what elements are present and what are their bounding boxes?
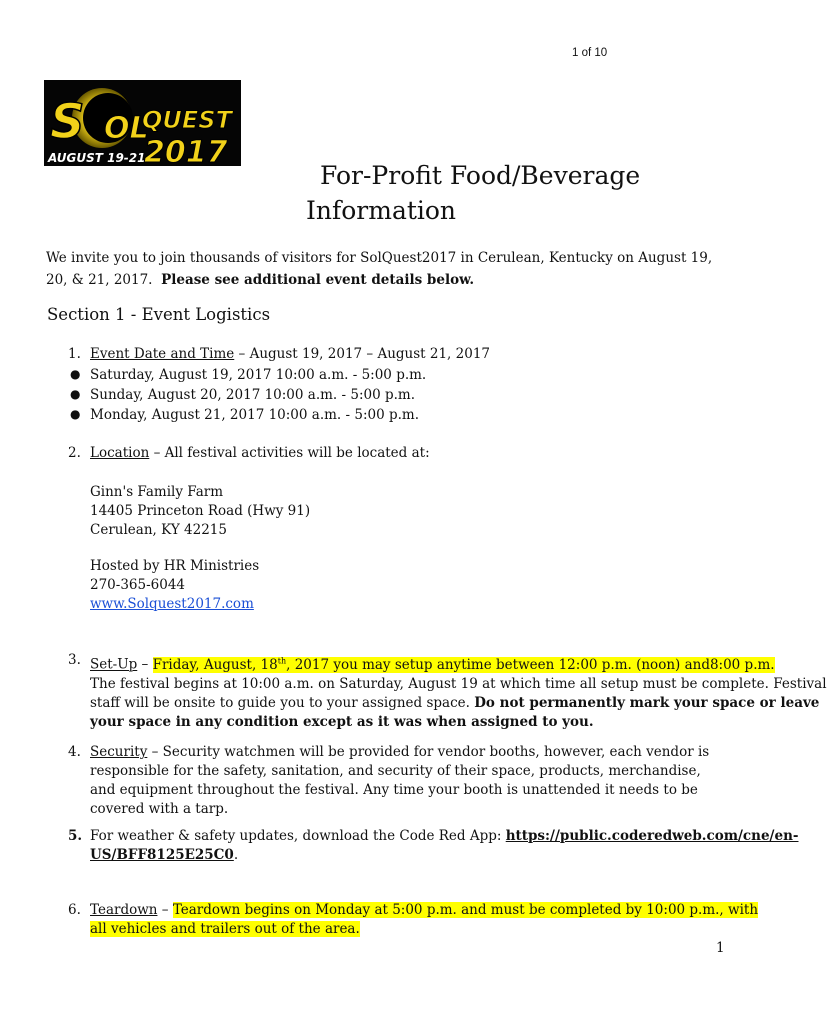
item-number: 5. — [68, 828, 83, 844]
item-number: 3. — [68, 652, 81, 668]
setup-date: Friday, August, 18 — [152, 656, 278, 673]
setup-highlight — [153, 657, 775, 673]
setup-date-suffix: th — [277, 656, 287, 665]
intro-text: We invite you to join thousands of visitors for SolQuest2017 in Cerulean, Kentucky on August 19, 20, & 21, 2017. — [46, 250, 713, 288]
monday-hours: Monday, August 21, 2017 10:00 a.m. - 5:00 p.m. — [90, 407, 419, 423]
host-info — [90, 557, 730, 614]
setup-bold-warning-2: your space in any condition except as it was when assigned to you. — [90, 713, 594, 730]
host-name: Hosted by HR Ministries — [90, 558, 260, 574]
logo-s-letter: S — [50, 94, 85, 150]
list-item-teardown — [68, 901, 759, 939]
list-item-security — [68, 743, 728, 819]
code-red-link[interactable]: https://public.coderedweb.com/cne/en- — [505, 828, 799, 844]
logo-year: 2017 — [144, 135, 228, 170]
page-title — [306, 158, 640, 228]
list-item-weather — [68, 827, 799, 865]
item-number: 2. — [68, 445, 81, 461]
intro-paragraph — [46, 247, 726, 291]
item-number: 1. — [68, 346, 81, 362]
host-phone: 270-365-6044 — [90, 577, 186, 593]
bullet-icon: ● — [70, 387, 81, 401]
intro-bold-note: Please see additional event details below. — [161, 272, 475, 288]
logo-quest-word: QUEST — [142, 106, 232, 134]
footer-page-number: 1 — [716, 940, 725, 956]
weather-period: . — [233, 847, 239, 863]
event-date-text: – August 19, 2017 – August 21, 2017 — [234, 346, 490, 362]
setup-label: Set-Up — [90, 656, 138, 673]
address-line: Ginn's Family Farm — [90, 484, 224, 500]
address-line: Cerulean, KY 42215 — [90, 522, 227, 538]
teardown-highlight: Teardown begins on Monday at 5:00 p.m. and must be completed by 10:00 p.m., with — [172, 902, 759, 918]
sunday-hours: Sunday, August 20, 2017 10:00 a.m. - 5:00 p.m. — [90, 387, 415, 403]
address-line: 14405 Princeton Road (Hwy 91) — [90, 503, 311, 519]
location-text: – All festival activities will be located at: — [149, 445, 430, 461]
setup-line-3: staff will be onsite to guide you to your assigned space. — [90, 694, 475, 711]
setup-time: , 2017 you may setup anytime between 12:00 p.m. (noon) and8:00 p.m. — [286, 656, 775, 673]
list-item-setup — [68, 651, 827, 732]
page-counter: 1 of 10 — [572, 47, 608, 59]
setup-dash: – — [137, 656, 153, 673]
event-date-label: Event Date and Time — [90, 346, 235, 362]
security-text: – Security watchmen will be provided for vendor booths, however, each vendor is responsible for the safety, sanitation, and security of their space, products, merchandise, and equipment throughout the festival. Any time your booth is unattended it needs to be covered with a tarp. — [90, 744, 710, 817]
item-number: 4. — [68, 744, 81, 760]
logo-ol-letters: OL — [104, 111, 149, 146]
saturday-hours: Saturday, August 19, 2017 10:00 a.m. - 5:00 p.m. — [90, 367, 427, 383]
item-number: 6. — [68, 902, 81, 918]
bullet-icon: ● — [70, 367, 81, 381]
setup-line-2: The festival begins at 10:00 a.m. on Saturday, August 19 at which time all setup must be complete. Festival — [90, 675, 827, 692]
teardown-highlight-2: all vehicles and trailers out of the area. — [90, 921, 360, 937]
location-label: Location — [90, 445, 150, 461]
section-heading: Section 1 - Event Logistics — [47, 305, 271, 324]
title-line-2: Information — [306, 196, 457, 225]
teardown-dash: – — [157, 902, 173, 918]
weather-text: For weather & safety updates, download the Code Red App: — [90, 828, 506, 844]
security-label: Security — [90, 744, 148, 760]
setup-bold-warning: Do not permanently mark your space or leave — [474, 694, 820, 711]
solquest-logo — [44, 80, 241, 170]
location-address — [90, 483, 730, 540]
teardown-label: Teardown — [90, 902, 158, 918]
logo-dates: AUGUST 19-21 — [48, 151, 146, 165]
bullet-icon: ● — [70, 407, 81, 421]
title-line-1: For-Profit Food/Beverage — [320, 161, 641, 190]
code-red-link-cont[interactable]: US/BFF8125E25C0 — [90, 847, 234, 863]
website-link[interactable]: www.Solquest2017.com — [90, 596, 254, 612]
